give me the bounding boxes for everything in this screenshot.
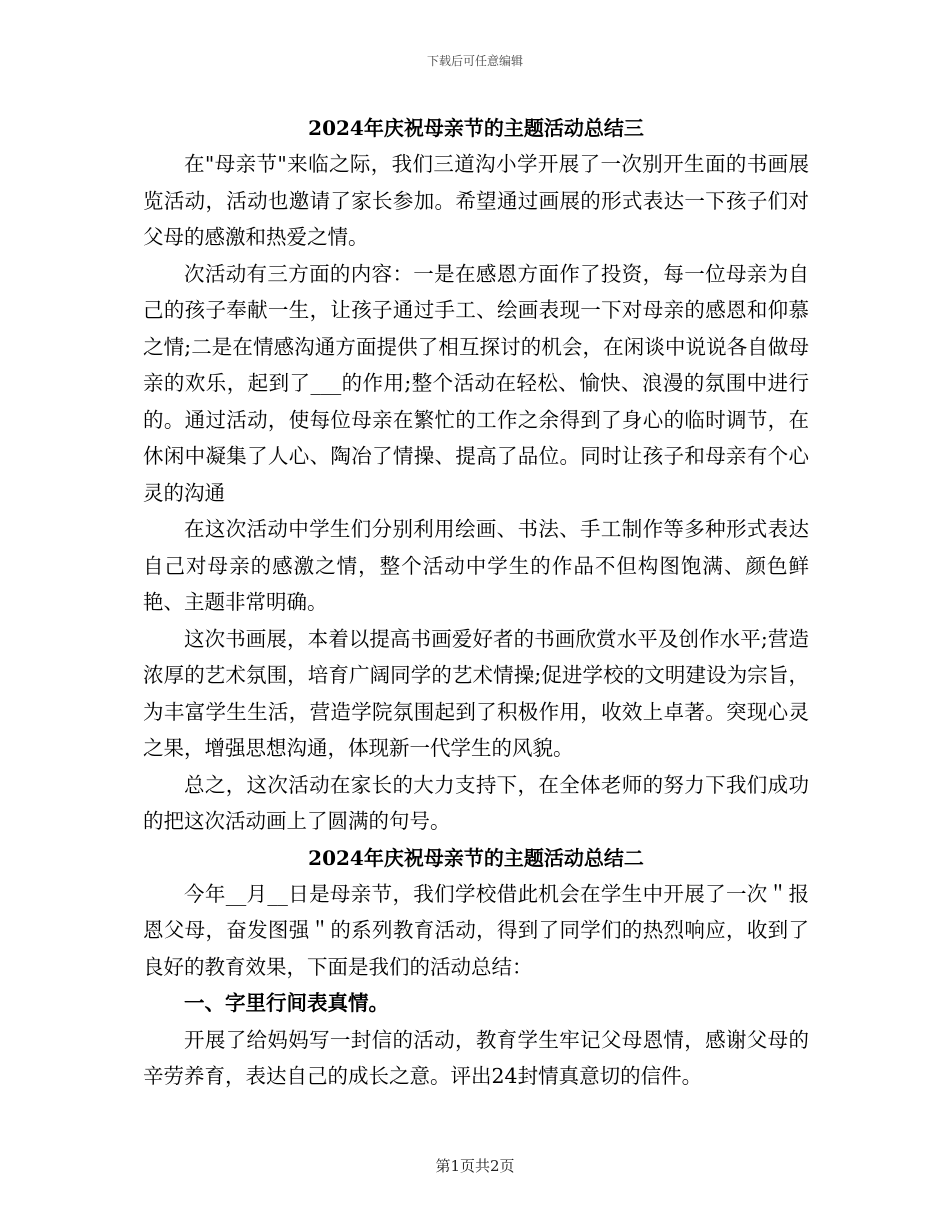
section-title-1: 2024年庆祝母亲节的主题活动总结三 bbox=[308, 116, 644, 140]
subheading: 一、字里行间表真情。 bbox=[184, 991, 389, 1015]
paragraph: 开展了给妈妈写一封信的活动，教育学生牢记父母恩情，感谢父母的辛劳养育，表达自己的成长之意。评出24封情真意切的信件。 bbox=[143, 1027, 809, 1088]
document-body bbox=[143, 110, 809, 1095]
paragraph: 次活动有三方面的内容：一是在感恩方面作了投资，每一位母亲为自己的孩子奉献一生，让孩子通过手工、绘画表现一下对母亲的感恩和仰慕之情;二是在情感沟通方面提供了相互探讨的机会，在闲谈中说说各自做母亲的欢乐，起到了___的作用;整个活动在轻松、愉快、浪漫的氛围中进行的。通过活动，使每位母亲在繁忙的工作之余得到了身心的临时调节，在休闲中凝集了人心、陶冶了情操、提高了品位。同时让孩子和母亲有个心灵的沟通 bbox=[143, 261, 809, 505]
paragraph: 在"母亲节"来临之际，我们三道沟小学开展了一次别开生面的书画展览活动，活动也邀请了家长参加。希望通过画展的形式表达一下孩子们对父母的感激和热爱之情。 bbox=[143, 152, 809, 249]
section-title-2: 2024年庆祝母亲节的主题活动总结二 bbox=[308, 845, 644, 870]
paragraph: 今年__月__日是母亲节，我们学校借此机会在学生中开展了一次＂报恩父母，奋发图强＂的系列教育活动，得到了同学们的热烈响应，收到了良好的教育效果，下面是我们的活动总结： bbox=[143, 881, 809, 979]
paragraph: 这次书画展，本着以提高书画爱好者的书画欣赏水平及创作水平;营造浓厚的艺术氛围，培育广阔同学的艺术情操;促进学校的文明建设为宗旨，为丰富学生生活，营造学院氛围起到了积极作用，收效上卓著。突现心灵之果，增强思想沟通，体现新一代学生的风貌。 bbox=[143, 626, 809, 760]
paragraph: 总之，这次活动在家长的大力支持下，在全体老师的努力下我们成功的把这次活动画上了圆满的句号。 bbox=[143, 772, 809, 833]
header-note: 下载后可任意编辑 bbox=[426, 54, 523, 68]
page-number: 第1页共2页 bbox=[435, 1157, 515, 1175]
paragraph: 在这次活动中学生们分别利用绘画、书法、手工制作等多种形式表达自己对母亲的感激之情，整个活动中学生的作品不但构图饱满、颜色鲜艳、主题非常明确。 bbox=[143, 517, 809, 614]
